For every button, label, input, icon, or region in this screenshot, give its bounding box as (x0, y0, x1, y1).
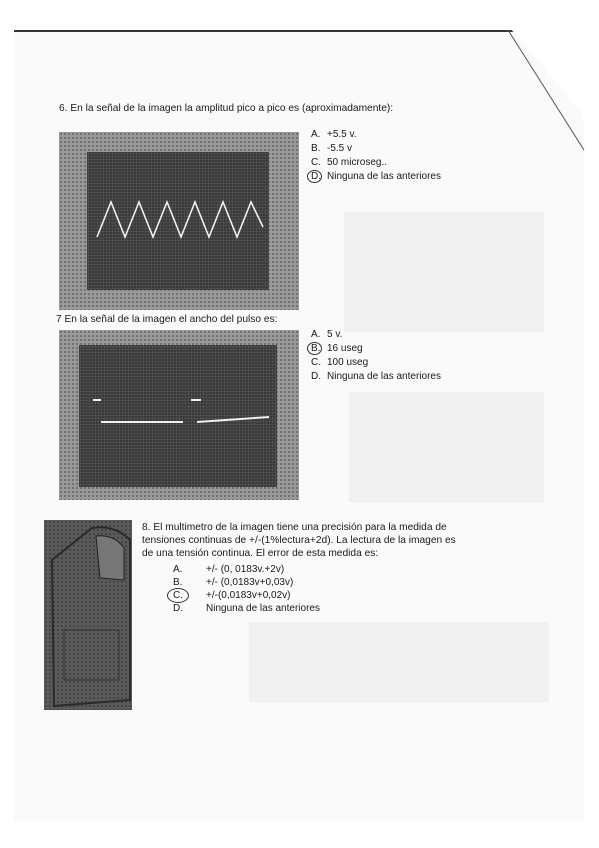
option-letter: C. (173, 590, 183, 601)
q8-option-d[interactable] (173, 602, 320, 615)
answer-circle-mark (167, 588, 189, 603)
option-text: Ninguna de las anteriores (327, 371, 441, 382)
option-text: 100 useg (327, 357, 369, 368)
answer-circle-mark (307, 170, 322, 183)
pulse-waveform (79, 345, 277, 487)
bleed-through-block (344, 212, 544, 332)
option-letter: B. (311, 343, 321, 354)
option-text: Ninguna de las anteriores (327, 171, 441, 182)
option-letter: A. (311, 329, 321, 340)
q6-option-c[interactable] (311, 156, 387, 169)
option-text: +5.5 v. (327, 129, 357, 140)
q7-option-a[interactable] (311, 328, 342, 341)
exam-page (14, 30, 584, 820)
bleed-through-block (349, 392, 544, 502)
option-letter: A. (311, 129, 321, 140)
question-7-text: 7 En la señal de la imagen el ancho del pulso es: (56, 314, 278, 325)
oscilloscope-screen (79, 345, 277, 487)
option-text: +/-(0,0183v+0,02v) (206, 590, 291, 601)
answer-circle-mark (307, 342, 322, 355)
q8-option-c[interactable] (173, 589, 291, 602)
question-8-line-3: de una tensión continua. El error de esta medida es: (142, 548, 379, 559)
multimeter-image-q8 (44, 520, 132, 710)
option-text: +/- (0, 0183v.+2v) (206, 564, 285, 575)
option-letter: B. (311, 143, 321, 154)
option-letter: D. (173, 603, 183, 614)
question-8-line-1: 8. El multimetro de la imagen tiene una precisión para la medida de (142, 522, 447, 533)
oscilloscope-image-q7 (59, 330, 299, 500)
oscilloscope-image-q6 (59, 132, 299, 310)
option-text: -5.5 v (327, 143, 353, 154)
option-letter: D. (311, 371, 321, 382)
option-letter: A. (173, 564, 183, 575)
question-8-line-2: tensiones continuas de +/-(1%lectura+2d). La lectura de la imagen es (142, 535, 456, 546)
q8-option-b[interactable] (173, 576, 293, 589)
triangle-waveform (87, 152, 269, 290)
option-letter: C. (311, 157, 321, 168)
option-text: 50 microseg.. (327, 157, 388, 168)
option-text: +/- (0,0183v+0,03v) (206, 577, 294, 588)
option-text: Ninguna de las anteriores (206, 603, 320, 614)
option-text: 16 useg (327, 343, 363, 354)
question-6-text: 6. En la señal de la imagen la amplitud pico a pico es (aproximadamente): (59, 103, 394, 114)
q7-option-c[interactable] (311, 356, 368, 369)
option-text: 5 v. (327, 329, 343, 340)
q6-option-b[interactable] (311, 142, 352, 155)
oscilloscope-screen (87, 152, 269, 290)
multimeter-outline (44, 520, 132, 710)
bleed-through-block (249, 622, 549, 702)
q8-option-a[interactable] (173, 563, 284, 576)
option-letter: C. (311, 357, 321, 368)
q6-option-d[interactable] (311, 170, 441, 183)
q6-option-a[interactable] (311, 128, 357, 141)
option-letter: B. (173, 577, 183, 588)
q7-option-d[interactable] (311, 370, 441, 383)
option-letter: D. (311, 171, 321, 182)
